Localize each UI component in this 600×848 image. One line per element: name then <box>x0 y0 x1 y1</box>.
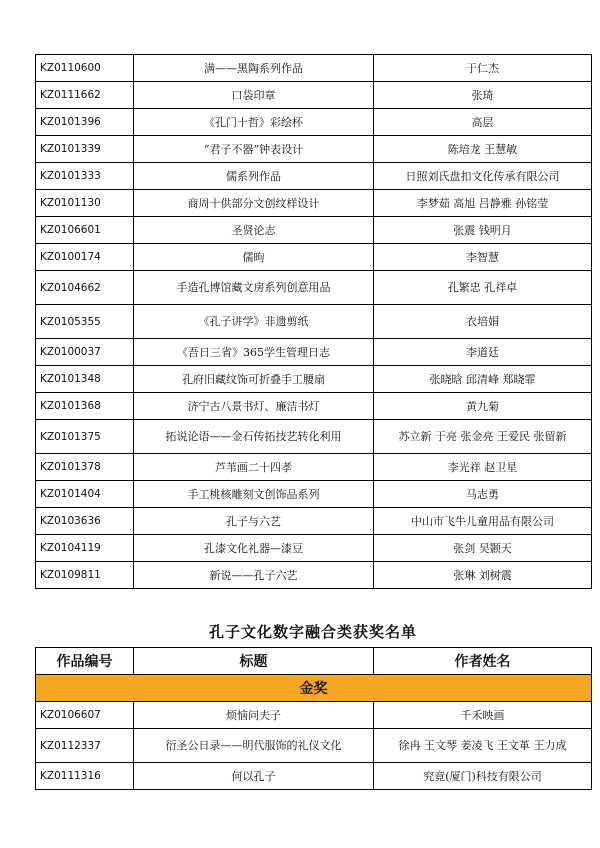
table-row <box>36 508 592 535</box>
cell-author: 张晓晗 邱清峰 郑晓霏 <box>374 366 592 393</box>
cell-code: KZ0106601 <box>36 217 134 244</box>
cell-title: 手造孔博馆藏文房系列创意用品 <box>134 271 374 305</box>
cell-title: 济宁古八景书灯、廉洁书灯 <box>134 393 374 420</box>
cell-code: KZ0101348 <box>36 366 134 393</box>
cell-code: KZ0101396 <box>36 109 134 136</box>
cell-author: 李道廷 <box>374 339 592 366</box>
header-row <box>36 648 592 675</box>
table-row <box>36 217 592 244</box>
cell-title: 何以孔子 <box>134 763 374 790</box>
cell-author: 李智慧 <box>374 244 592 271</box>
cell-code: KZ0101368 <box>36 393 134 420</box>
table-row <box>36 729 592 763</box>
table-row <box>36 271 592 305</box>
cell-code: KZ0101130 <box>36 190 134 217</box>
table-row <box>36 82 592 109</box>
cell-code: KZ0101339 <box>36 136 134 163</box>
cell-code: KZ0103636 <box>36 508 134 535</box>
cell-title: 《吾日三省》365学生管理日志 <box>134 339 374 366</box>
cell-title: 孔子与六艺 <box>134 508 374 535</box>
header-code: 作品编号 <box>36 648 134 675</box>
cell-title: 孔漆文化礼器—漆豆 <box>134 535 374 562</box>
cell-title: 商周十供部分文创纹样设计 <box>134 190 374 217</box>
table-row <box>36 454 592 481</box>
cell-code: KZ0100174 <box>36 244 134 271</box>
table-row <box>36 420 592 454</box>
table-row <box>36 702 592 729</box>
cell-title: 《孔门十哲》彩绘杯 <box>134 109 374 136</box>
cell-author: 孔繁忠 孔祥卓 <box>374 271 592 305</box>
cell-title: 孔府旧藏纹饰可折叠手工腰扇 <box>134 366 374 393</box>
cell-author: 陈培龙 王慧敏 <box>374 136 592 163</box>
cell-title: 儒系列作品 <box>134 163 374 190</box>
award-list-table <box>35 54 592 589</box>
table-row <box>36 535 592 562</box>
cell-title: 圣贤论志 <box>134 217 374 244</box>
cell-title: 衍圣公日录——明代服饰的礼仪文化 <box>134 729 374 763</box>
digital-fusion-award-body <box>36 675 592 790</box>
cell-author: 于仁杰 <box>374 55 592 82</box>
cell-author: 张震 钱明月 <box>374 217 592 244</box>
award-level-gold: 金奖 <box>36 675 592 702</box>
cell-title: 烦恼问夫子 <box>134 702 374 729</box>
table-row <box>36 481 592 508</box>
cell-title: 新说——孔子六艺 <box>134 562 374 589</box>
digital-fusion-award-table <box>35 647 592 790</box>
cell-author: 张剑 吴颢天 <box>374 535 592 562</box>
award-level-row <box>36 675 592 702</box>
cell-code: KZ0105355 <box>36 305 134 339</box>
cell-code: KZ0101333 <box>36 163 134 190</box>
table-row <box>36 305 592 339</box>
cell-code: KZ0101404 <box>36 481 134 508</box>
table-row <box>36 763 592 790</box>
cell-author: 李光祥 赵卫星 <box>374 454 592 481</box>
cell-code: KZ0101378 <box>36 454 134 481</box>
cell-code: KZ0100037 <box>36 339 134 366</box>
section-title: 孔子文化数字融合类获奖名单 <box>208 623 417 641</box>
cell-author: 高层 <box>374 109 592 136</box>
cell-code: KZ0104662 <box>36 271 134 305</box>
cell-author: 黄九菊 <box>374 393 592 420</box>
cell-author: 苏立新 于亮 张金亮 王爱民 张留新 <box>374 420 592 454</box>
cell-author: 中山市飞牛儿童用品有限公司 <box>374 508 592 535</box>
cell-title: 芦苇画二十四孝 <box>134 454 374 481</box>
table-row <box>36 244 592 271</box>
header-title: 标题 <box>134 648 374 675</box>
cell-title: 手工桃核雕刻文创饰品系列 <box>134 481 374 508</box>
cell-author: 李梦茹 高旭 吕静雅 孙铭莹 <box>374 190 592 217</box>
cell-author: 衣培娟 <box>374 305 592 339</box>
cell-code: KZ0106607 <box>36 702 134 729</box>
table-row <box>36 366 592 393</box>
table-row <box>36 136 592 163</box>
cell-code: KZ0111662 <box>36 82 134 109</box>
cell-code: KZ0112337 <box>36 729 134 763</box>
cell-code: KZ0101375 <box>36 420 134 454</box>
cell-author: 千禾映画 <box>374 702 592 729</box>
cell-code: KZ0110600 <box>36 55 134 82</box>
header-author: 作者姓名 <box>374 648 592 675</box>
cell-author: 张琦 <box>374 82 592 109</box>
cell-title: 《孔子讲学》非遗剪纸 <box>134 305 374 339</box>
cell-author: 究竟(厦门)科技有限公司 <box>374 763 592 790</box>
award-list-body <box>36 55 592 589</box>
table-row <box>36 109 592 136</box>
table-row <box>36 190 592 217</box>
table-row <box>36 55 592 82</box>
table-row <box>36 562 592 589</box>
cell-title: 拓说论语——金石传拓技艺转化利用 <box>134 420 374 454</box>
table-row <box>36 393 592 420</box>
table-row <box>36 163 592 190</box>
cell-code: KZ0109811 <box>36 562 134 589</box>
cell-code: KZ0111316 <box>36 763 134 790</box>
cell-author: 徐冉 王文琴 姜凌飞 王文革 王力成 <box>374 729 592 763</box>
cell-title: 口袋印章 <box>134 82 374 109</box>
cell-title: 满——黑陶系列作品 <box>134 55 374 82</box>
cell-title: 儒昫 <box>134 244 374 271</box>
cell-code: KZ0104119 <box>36 535 134 562</box>
cell-author: 马志勇 <box>374 481 592 508</box>
cell-author: 日照刘氏盘扣文化传承有限公司 <box>374 163 592 190</box>
cell-title: “君子不器”钟表设计 <box>134 136 374 163</box>
table-row <box>36 339 592 366</box>
cell-author: 张琳 刘树震 <box>374 562 592 589</box>
